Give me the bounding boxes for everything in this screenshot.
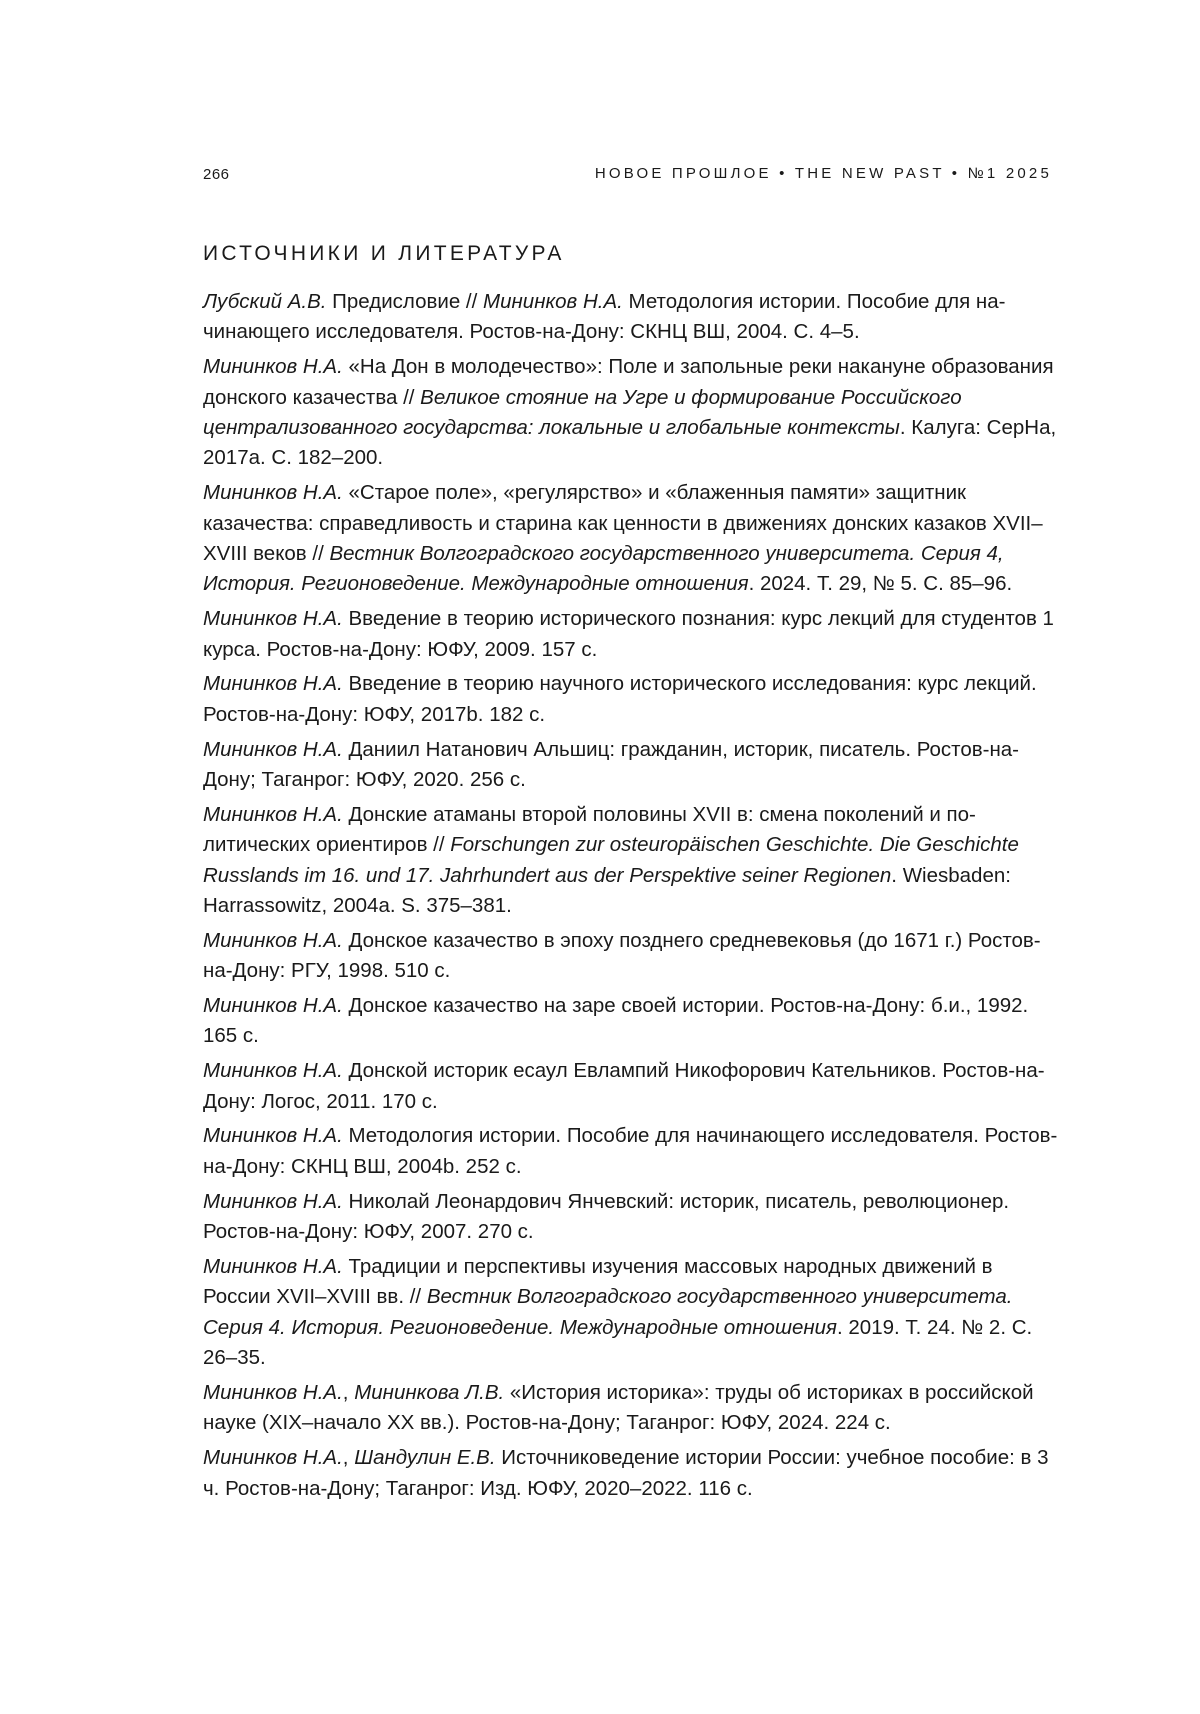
ref-segment: Мининков Н.А. — [203, 994, 343, 1017]
ref-segment: Методология истории. Пособие для на­чинающего исследователя. Ростов-на-Дону: СКНЦ ВШ, 2004. С. 4–5. — [203, 290, 1005, 343]
ref-segment: Шандулин Е.В. — [354, 1446, 495, 1469]
ref-segment: Мининков Н.А. — [483, 290, 623, 313]
ref-segment: Мининков Н.А. — [203, 1255, 343, 1278]
section-title: ИСТОЧНИКИ И ЛИТЕРАТУРА — [203, 242, 565, 266]
reference-list — [203, 287, 1061, 1508]
page-number: 266 — [203, 166, 230, 183]
ref-segment: Донской историк есаул Евлампий Никофорович Катель­ников. Ростов-на-Дону: Логос, 2011. 170 с. — [203, 1059, 1045, 1112]
ref-segment: Мининкова Л.В. — [354, 1381, 504, 1404]
reference-item — [203, 478, 1061, 600]
ref-segment: , — [343, 1381, 354, 1404]
ref-segment: Мининков Н.А. — [203, 1124, 343, 1147]
reference-item — [203, 352, 1061, 474]
ref-segment: Мининков Н.А. — [203, 355, 343, 378]
ref-segment: , — [343, 1446, 354, 1469]
ref-segment: . 2019. Т. 24. № 2. С. 26–35. — [203, 1316, 1032, 1369]
ref-segment: «На Дон в молодечество»: Поле и запольные реки накануне образо­вания донского казачества // — [203, 355, 1054, 408]
ref-segment: . Калуга: СерНа, 2017a. С. 182–200. — [203, 416, 1056, 469]
ref-segment: Вестник Волгоградского государственного университета. Серия 4. История. Регионоведение. Международные отношения — [203, 1285, 1012, 1338]
ref-segment: Источниковедение истории России: учебное пособие: в 3 ч. Ростов-на-Дону; Таганрог: Изд. ЮФУ, 2020–2022. 116 с. — [203, 1446, 1049, 1499]
reference-item — [203, 800, 1061, 922]
reference-item — [203, 1056, 1061, 1117]
ref-segment: Лубский А.В. — [203, 290, 326, 313]
ref-segment: Forschungen zur osteuropäischen Geschichte. Die Geschichte Russlands im 16. und 17. Jahrhundert aus der Perspektive seiner Regionen — [203, 833, 1019, 886]
ref-segment: Мининков Н.А. — [203, 1190, 343, 1213]
running-header: НОВОЕ ПРОШЛОЕ • THE NEW PAST • №1 2025 — [595, 165, 1052, 182]
ref-segment: Традиции и перспективы изучения массовых народных движений в России XVII–XVIII вв. // — [203, 1255, 993, 1308]
reference-item — [203, 287, 1061, 348]
reference-item — [203, 1443, 1061, 1504]
ref-segment: Методология истории. Пособие для начинающего исследователя. Ростов-на-Дону: СКНЦ ВШ, 2004b. 252 с. — [203, 1124, 1057, 1177]
ref-segment: «Старое поле», «регулярство» и «блаженныя памяти» защитник казачества: справедливость и старина как ценности в движениях донских казаков XVII–XVIII веков // — [203, 481, 1043, 565]
reference-item — [203, 735, 1061, 796]
ref-segment: . 2024. Т. 29, № 5. С. 85–96. — [749, 572, 1013, 595]
ref-segment: Мининков Н.А. — [203, 803, 343, 826]
reference-item — [203, 1187, 1061, 1248]
ref-segment: Донское казачество в эпоху позднего средневековья (до 1671 г.) Ростов-на-Дону: РГУ, 1998. 510 с. — [203, 929, 1041, 982]
reference-item — [203, 991, 1061, 1052]
ref-segment: Великое стояние на Угре и формирование Российского централизованного государства: локальные и глобальные контексты — [203, 386, 962, 439]
ref-segment: Даниил Натанович Альшиц: гражданин, историк, писатель. Ростов-на-Дону; Таганрог: ЮФУ, 2020. 256 с. — [203, 738, 1019, 791]
reference-item — [203, 926, 1061, 987]
reference-item — [203, 1252, 1061, 1374]
ref-segment: Предисловие // — [326, 290, 483, 313]
ref-segment: Николай Леонардович Янчевский: историк, писатель, революционер. Ростов-на-Дону: ЮФУ, 2007. 270 с. — [203, 1190, 1009, 1243]
ref-segment: Мининков Н.А. — [203, 1381, 343, 1404]
ref-segment: Мининков Н.А. — [203, 1059, 343, 1082]
ref-segment: Введение в теорию научного исторического исследования: курс лекций. Ростов-на-Дону: ЮФУ, 2017b. 182 с. — [203, 672, 1037, 725]
reference-item — [203, 669, 1061, 730]
ref-segment: Мининков Н.А. — [203, 672, 343, 695]
ref-segment: Мининков Н.А. — [203, 738, 343, 761]
ref-segment: Мининков Н.А. — [203, 481, 343, 504]
ref-segment: Вестник Волгоградского государственного университета. Серия 4, История. Регионоведение. Международные отношения — [203, 542, 1004, 595]
ref-segment: . Wiesbaden: Harrassowitz, 2004a. S. 375–381. — [203, 864, 1011, 917]
ref-segment: «История историка»: труды об историках в россий­ской науке (XIX–начало XX вв.). Ростов-на-Дону; Таганрог: ЮФУ, 2024. 224 с. — [203, 1381, 1034, 1434]
reference-item — [203, 604, 1061, 665]
ref-segment: Мининков Н.А. — [203, 929, 343, 952]
ref-segment: Мининков Н.А. — [203, 1446, 343, 1469]
ref-segment: Донское казачество на заре своей истории. Ростов-на-Дону: б.и., 1992. 165 с. — [203, 994, 1028, 1047]
reference-item — [203, 1121, 1061, 1182]
ref-segment: Донские атаманы второй половины XVII в: смена поколений и по­литических ориентиров // — [203, 803, 976, 856]
ref-segment: Введение в теорию исторического познания: курс лекций для сту­дентов 1 курса. Ростов-на-Дону: ЮФУ, 2009. 157 с. — [203, 607, 1054, 660]
reference-item — [203, 1378, 1061, 1439]
ref-segment: Мининков Н.А. — [203, 607, 343, 630]
